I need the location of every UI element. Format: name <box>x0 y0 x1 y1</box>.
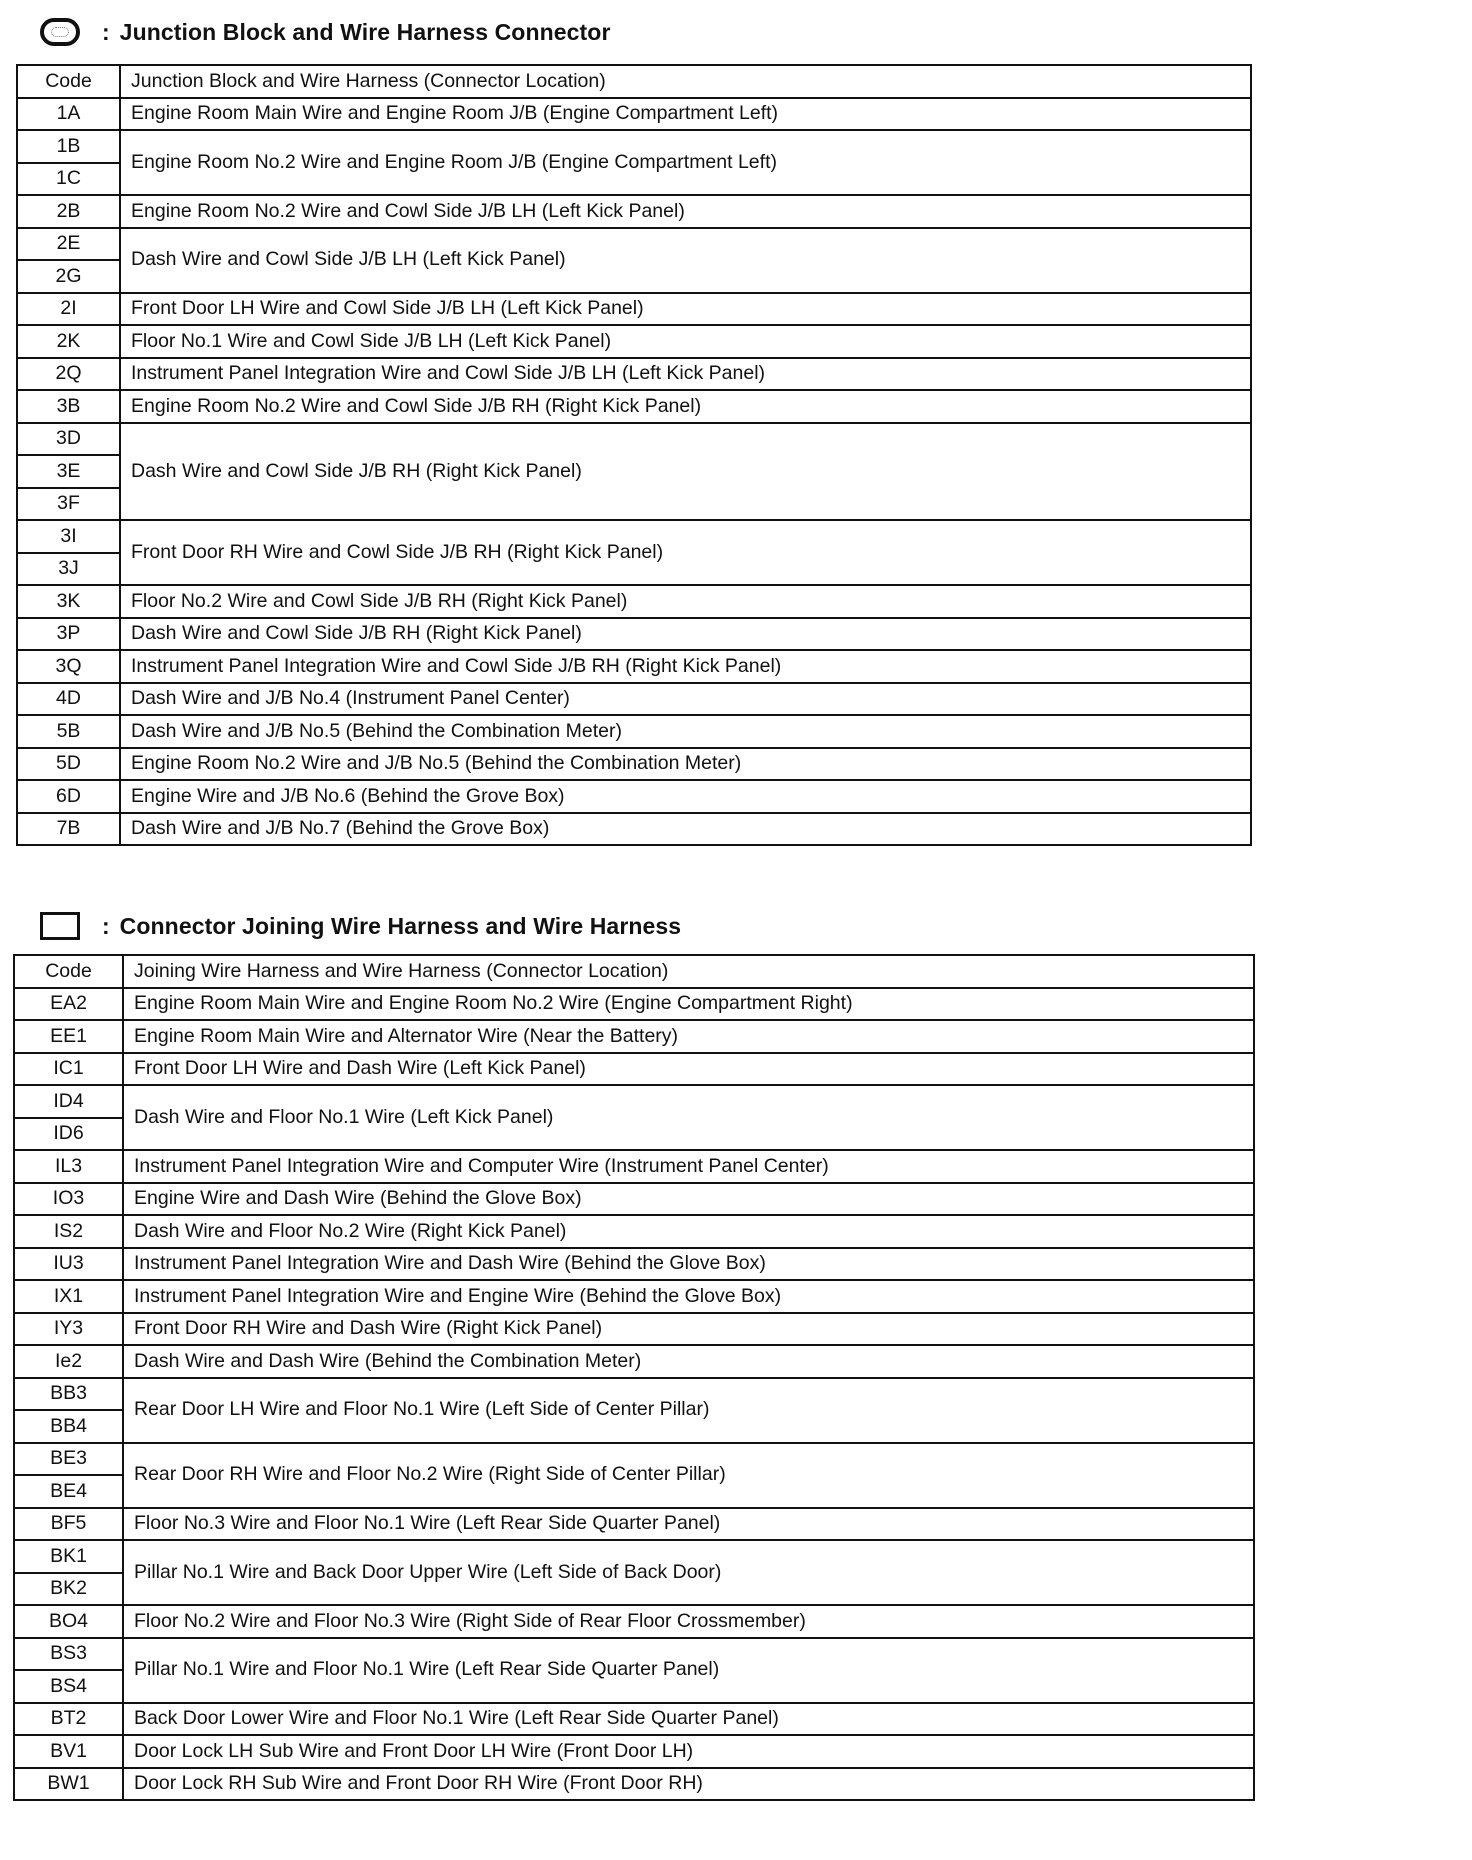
connector-description: Engine Wire and Dash Wire (Behind the Glove Box) <box>123 1183 1254 1216</box>
connector-code: 3F <box>17 488 120 521</box>
connector-heading-colon: : <box>102 912 110 939</box>
connector-description: Floor No.3 Wire and Floor No.1 Wire (Left Rear Side Quarter Panel) <box>123 1508 1254 1541</box>
connector-code: 5B <box>17 715 120 748</box>
table-row <box>17 195 1251 228</box>
table-row <box>14 1703 1254 1736</box>
connector-description: Engine Room Main Wire and Engine Room No.2 Wire (Engine Compartment Right) <box>123 988 1254 1021</box>
table-row <box>17 585 1251 618</box>
connector-description: Engine Room Main Wire and Alternator Wire (Near the Battery) <box>123 1020 1254 1053</box>
connector-description: Instrument Panel Integration Wire and Cowl Side J/B RH (Right Kick Panel) <box>120 650 1251 683</box>
connector-code: ID4 <box>14 1085 123 1118</box>
table-row <box>14 1605 1254 1638</box>
connector-heading-title: Connector Joining Wire Harness and Wire Harness <box>119 912 682 939</box>
connector-description: Pillar No.1 Wire and Floor No.1 Wire (Left Rear Side Quarter Panel) <box>123 1638 1254 1703</box>
connector-description: Rear Door RH Wire and Floor No.2 Wire (Right Side of Center Pillar) <box>123 1443 1254 1508</box>
table-row <box>17 293 1251 326</box>
table-row <box>14 1020 1254 1053</box>
table-row <box>14 1768 1254 1801</box>
table-row <box>14 1183 1254 1216</box>
connector-code: BV1 <box>14 1735 123 1768</box>
table-row <box>17 358 1251 391</box>
connector-code: 1A <box>17 98 120 131</box>
connector-description: Instrument Panel Integration Wire and Engine Wire (Behind the Glove Box) <box>123 1280 1254 1313</box>
table-header-row <box>17 65 1251 98</box>
connector-description: Engine Room Main Wire and Engine Room J/B (Engine Compartment Left) <box>120 98 1251 131</box>
table-row <box>14 1540 1254 1573</box>
connector-code: 3D <box>17 423 120 456</box>
connector-code: BS3 <box>14 1638 123 1671</box>
connector-code: IS2 <box>14 1215 123 1248</box>
connector-description: Dash Wire and Floor No.1 Wire (Left Kick Panel) <box>123 1085 1254 1150</box>
connector-description: Dash Wire and J/B No.5 (Behind the Combination Meter) <box>120 715 1251 748</box>
table-row <box>14 1085 1254 1118</box>
junction-block-icon <box>40 18 80 46</box>
table-row <box>14 1053 1254 1086</box>
connector-code: EE1 <box>14 1020 123 1053</box>
table-row <box>14 988 1254 1021</box>
connector-description: Floor No.2 Wire and Cowl Side J/B RH (Right Kick Panel) <box>120 585 1251 618</box>
connector-code: IO3 <box>14 1183 123 1216</box>
connector-code: 4D <box>17 683 120 716</box>
connector-code: IY3 <box>14 1313 123 1346</box>
connector-code: BK2 <box>14 1573 123 1606</box>
connector-code: IX1 <box>14 1280 123 1313</box>
connector-code: BE4 <box>14 1475 123 1508</box>
connector-code: BF5 <box>14 1508 123 1541</box>
connector-code: 3Q <box>17 650 120 683</box>
connector-description: Pillar No.1 Wire and Back Door Upper Wire (Left Side of Back Door) <box>123 1540 1254 1605</box>
connector-code: 3P <box>17 618 120 651</box>
table-row <box>17 683 1251 716</box>
connector-description: Instrument Panel Integration Wire and Dash Wire (Behind the Glove Box) <box>123 1248 1254 1281</box>
table-row <box>17 520 1251 553</box>
table-row <box>14 1150 1254 1183</box>
connector-description: Engine Room No.2 Wire and J/B No.5 (Behind the Combination Meter) <box>120 748 1251 781</box>
connector-code: BB3 <box>14 1378 123 1411</box>
connector-description: Engine Room No.2 Wire and Engine Room J/B (Engine Compartment Left) <box>120 130 1251 195</box>
connector-description: Dash Wire and J/B No.4 (Instrument Panel Center) <box>120 683 1251 716</box>
connector-description: Front Door RH Wire and Dash Wire (Right Kick Panel) <box>123 1313 1254 1346</box>
connector-description: Engine Room No.2 Wire and Cowl Side J/B LH (Left Kick Panel) <box>120 195 1251 228</box>
header-code: Code <box>14 955 123 988</box>
connector-code: BE3 <box>14 1443 123 1476</box>
connector-code: 2B <box>17 195 120 228</box>
table-row <box>17 325 1251 358</box>
connector-description: Dash Wire and J/B No.7 (Behind the Grove Box) <box>120 813 1251 846</box>
table-row <box>14 1313 1254 1346</box>
connector-code: ID6 <box>14 1118 123 1151</box>
connector-description: Front Door RH Wire and Cowl Side J/B RH (Right Kick Panel) <box>120 520 1251 585</box>
table-row <box>17 228 1251 261</box>
connector-code: 5D <box>17 748 120 781</box>
connector-code: IL3 <box>14 1150 123 1183</box>
connector-description: Front Door LH Wire and Cowl Side J/B LH (Left Kick Panel) <box>120 293 1251 326</box>
connector-code: BW1 <box>14 1768 123 1801</box>
table-row <box>17 390 1251 423</box>
connector-description: Door Lock LH Sub Wire and Front Door LH Wire (Front Door LH) <box>123 1735 1254 1768</box>
table-row <box>14 1248 1254 1281</box>
connector-description: Front Door LH Wire and Dash Wire (Left Kick Panel) <box>123 1053 1254 1086</box>
table-row <box>14 1638 1254 1671</box>
connector-description: Rear Door LH Wire and Floor No.1 Wire (Left Side of Center Pillar) <box>123 1378 1254 1443</box>
connector-code: 3K <box>17 585 120 618</box>
connector-description: Engine Room No.2 Wire and Cowl Side J/B RH (Right Kick Panel) <box>120 390 1251 423</box>
junction-section-heading <box>40 12 611 52</box>
table-row <box>17 130 1251 163</box>
connector-description: Dash Wire and Cowl Side J/B LH (Left Kick Panel) <box>120 228 1251 293</box>
connector-code: 2Q <box>17 358 120 391</box>
connector-code: 3J <box>17 553 120 586</box>
connector-code: 3I <box>17 520 120 553</box>
connector-code: IC1 <box>14 1053 123 1086</box>
connector-code: Ie2 <box>14 1345 123 1378</box>
connector-description: Floor No.1 Wire and Cowl Side J/B LH (Left Kick Panel) <box>120 325 1251 358</box>
connector-description: Dash Wire and Floor No.2 Wire (Right Kick Panel) <box>123 1215 1254 1248</box>
connector-code: BT2 <box>14 1703 123 1736</box>
connector-code: 3B <box>17 390 120 423</box>
table-row <box>14 1345 1254 1378</box>
table-row <box>14 1378 1254 1411</box>
table-row <box>14 1280 1254 1313</box>
table-row <box>14 1443 1254 1476</box>
connector-code: 3E <box>17 455 120 488</box>
table-header-row <box>14 955 1254 988</box>
table-row <box>17 98 1251 131</box>
connector-code: 1C <box>17 163 120 196</box>
connector-code: 2I <box>17 293 120 326</box>
connector-icon <box>40 912 80 940</box>
connector-code: 6D <box>17 780 120 813</box>
connector-description: Dash Wire and Cowl Side J/B RH (Right Kick Panel) <box>120 423 1251 521</box>
header-description: Junction Block and Wire Harness (Connector Location) <box>120 65 1251 98</box>
table-row <box>14 1508 1254 1541</box>
connector-description: Engine Wire and J/B No.6 (Behind the Grove Box) <box>120 780 1251 813</box>
connector-code: 1B <box>17 130 120 163</box>
connector-description: Dash Wire and Dash Wire (Behind the Combination Meter) <box>123 1345 1254 1378</box>
junction-table <box>16 64 1252 846</box>
connector-table <box>13 954 1255 1801</box>
connector-code: BK1 <box>14 1540 123 1573</box>
table-row <box>17 650 1251 683</box>
connector-code: IU3 <box>14 1248 123 1281</box>
table-row <box>14 1735 1254 1768</box>
table-row <box>14 1215 1254 1248</box>
connector-code: 2G <box>17 260 120 293</box>
connector-code: 7B <box>17 813 120 846</box>
connector-code: 2E <box>17 228 120 261</box>
connector-description: Instrument Panel Integration Wire and Computer Wire (Instrument Panel Center) <box>123 1150 1254 1183</box>
connector-description: Door Lock RH Sub Wire and Front Door RH Wire (Front Door RH) <box>123 1768 1254 1801</box>
connector-description: Instrument Panel Integration Wire and Cowl Side J/B LH (Left Kick Panel) <box>120 358 1251 391</box>
connector-description: Floor No.2 Wire and Floor No.3 Wire (Right Side of Rear Floor Crossmember) <box>123 1605 1254 1638</box>
connector-code: 2K <box>17 325 120 358</box>
table-row <box>17 748 1251 781</box>
table-row <box>17 813 1251 846</box>
table-row <box>17 618 1251 651</box>
connector-code: EA2 <box>14 988 123 1021</box>
table-row <box>17 423 1251 456</box>
junction-heading-colon: : <box>102 18 110 45</box>
connector-code: BS4 <box>14 1670 123 1703</box>
header-code: Code <box>17 65 120 98</box>
connector-code: BB4 <box>14 1410 123 1443</box>
junction-heading-title: Junction Block and Wire Harness Connector <box>119 18 611 45</box>
connector-description: Dash Wire and Cowl Side J/B RH (Right Kick Panel) <box>120 618 1251 651</box>
table-row <box>17 715 1251 748</box>
connector-code: BO4 <box>14 1605 123 1638</box>
table-row <box>17 780 1251 813</box>
connector-section-heading <box>40 906 681 946</box>
header-description: Joining Wire Harness and Wire Harness (Connector Location) <box>123 955 1254 988</box>
connector-description: Back Door Lower Wire and Floor No.1 Wire (Left Rear Side Quarter Panel) <box>123 1703 1254 1736</box>
